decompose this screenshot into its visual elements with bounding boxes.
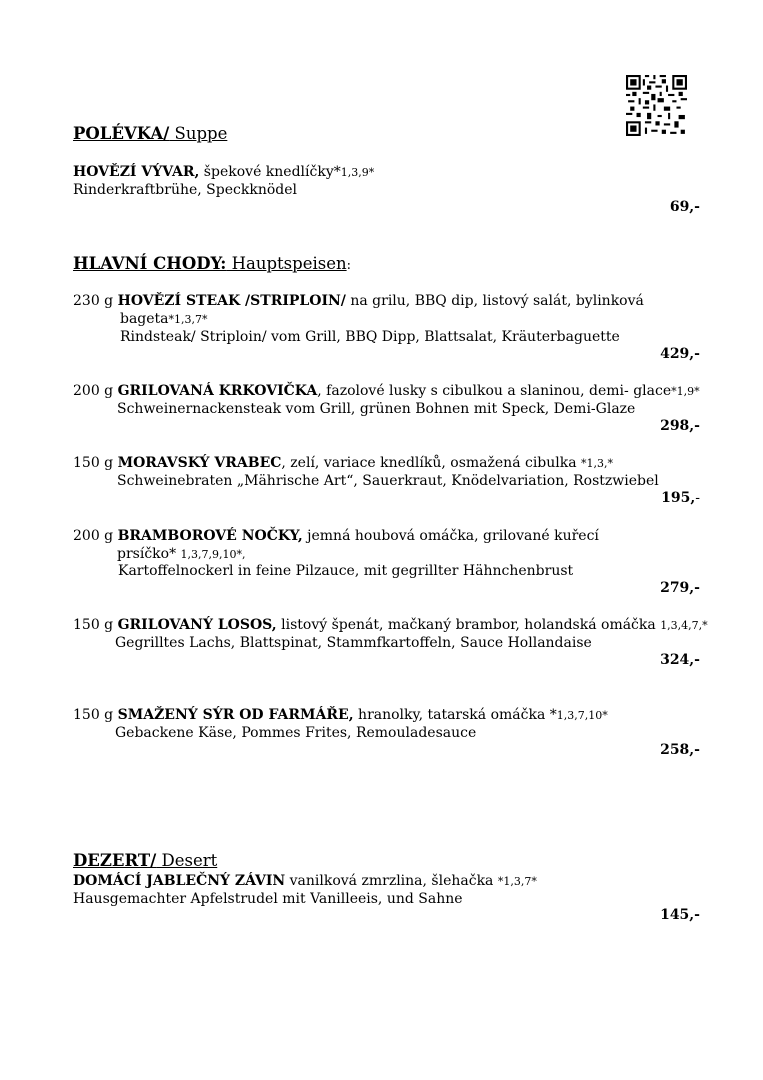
soup-heading-cz: POLÉVKA/	[73, 124, 170, 143]
menu-item-desc-2: prsíčko*	[117, 546, 181, 562]
menu-item-line	[73, 382, 700, 401]
menu-item-allergens: 1,3,4,7,*	[660, 619, 708, 632]
menu-item-de: Gebackene Käse, Pommes Frites, Remouladesauce	[115, 725, 477, 741]
menu-item-line	[73, 527, 599, 545]
main-section-heading	[73, 254, 351, 276]
menu-item-desc: na grilu, BBQ dip, listový salát, bylinková	[345, 293, 644, 309]
qr-code	[626, 75, 687, 136]
menu-item-qty: 200 g	[73, 383, 118, 399]
menu-item-name: BRAMBOROVÉ NOČKY,	[117, 528, 303, 544]
menu-item-price: 298,-	[660, 418, 700, 434]
main-heading-de: Hauptspeisen	[226, 254, 347, 273]
menu-item-price-main: 195,	[661, 490, 696, 506]
soup-item-allergens: 1,3,9*	[340, 166, 375, 179]
dessert-heading-de: Desert	[156, 851, 218, 870]
menu-item-desc: listový špenát, mačkaný brambor, holandská omáčka	[276, 617, 661, 633]
menu-item-desc: , fazolové lusky s cibulkou a slaninou, demi- glace	[317, 383, 672, 399]
menu-item-allergens: *1,9*	[671, 385, 700, 398]
menu-item-price: 324,-	[660, 652, 700, 668]
menu-item-price: 429,-	[660, 346, 700, 362]
soup-heading-de: Suppe	[169, 124, 228, 143]
dessert-item-de: Hausgemachter Apfelstrudel mit Vanilleeis, und Sahne	[73, 891, 463, 907]
soup-item-line	[73, 163, 374, 182]
soup-item-name: HOVĚZÍ VÝVAR,	[73, 164, 200, 180]
dessert-item-line	[73, 872, 537, 891]
menu-item-de: Rindsteak/ Striploin/ vom Grill, BBQ Dipp, Blattsalat, Kräuterbaguette	[120, 329, 620, 345]
main-heading-colon: :	[346, 258, 351, 273]
soup-item-de: Rinderkraftbrühe, Speckknödel	[73, 182, 297, 198]
menu-item-line-2	[120, 310, 208, 329]
menu-item-qty: 150 g	[73, 455, 118, 471]
menu-item-line	[73, 292, 644, 310]
menu-item-price: 279,-	[660, 580, 700, 596]
menu-item-de: Schweinernackensteak vom Grill, grünen Bohnen mit Speck, Demi-Glaze	[117, 401, 636, 417]
menu-item-de: Gegrilltes Lachs, Blattspinat, Stammfkartoffeln, Sauce Hollandaise	[115, 635, 592, 651]
menu-item-qty: 230 g	[73, 293, 118, 309]
menu-item-allergens: 1,3,7,10*	[556, 709, 608, 722]
menu-item-name: SMAŽENÝ SÝR OD FARMÁŘE,	[117, 707, 354, 723]
menu-item-name: HOVĚZÍ STEAK /STRIPLOIN/	[117, 293, 346, 309]
menu-item-name: GRILOVANÁ KRKOVIČKA	[117, 383, 318, 399]
dessert-heading-cz: DEZERT/	[73, 851, 157, 870]
menu-item-desc: hranolky, tatarská omáčka *	[353, 707, 557, 723]
menu-item-desc: jemná houbová omáčka, grilované kuřecí	[302, 528, 599, 544]
menu-item-allergens: *1,3,*	[581, 457, 614, 470]
menu-item-price: 258,-	[660, 742, 700, 758]
menu-item-name: GRILOVANÝ LOSOS,	[117, 617, 277, 633]
menu-item-qty: 200 g	[73, 528, 118, 544]
menu-item-price	[661, 490, 700, 506]
menu-item-allergens: *1,3,7*	[168, 313, 208, 326]
menu-item-line	[73, 706, 608, 725]
menu-item-line	[73, 454, 613, 473]
soup-section-heading	[73, 124, 227, 144]
menu-item-qty: 150 g	[73, 707, 118, 723]
menu-item-line	[73, 616, 708, 635]
dessert-item-price: 145,-	[660, 907, 700, 923]
menu-item-price-dash: -	[695, 490, 700, 506]
menu-item-de: Kartoffelnockerl in feine Pilzauce, mit gegrillter Hähnchenbrust	[118, 563, 574, 579]
dessert-item-desc: vanilková zmrzlina, šlehačka	[285, 873, 498, 889]
menu-item-de: Schweinebraten „Mährische Art“, Sauerkraut, Knödelvariation, Rostzwiebel	[117, 473, 659, 489]
menu-item-desc: , zelí, variace knedlíků, osmažená cibulka	[281, 455, 582, 471]
dessert-section-heading	[73, 851, 217, 871]
dessert-item-name: DOMÁCÍ JABLEČNÝ ZÁVIN	[73, 873, 286, 889]
menu-item-allergens: 1,3,7,9,10*,	[180, 548, 246, 561]
soup-item-price: 69,-	[669, 199, 700, 215]
soup-item-desc: špekové knedlíčky*	[199, 164, 341, 180]
menu-item-name: MORAVSKÝ VRABEC	[117, 455, 282, 471]
dessert-item-allergens: *1,3,7*	[497, 875, 537, 888]
main-heading-cz: HLAVNÍ CHODY:	[73, 254, 227, 273]
menu-item-qty: 150 g	[73, 617, 118, 633]
menu-item-desc-2: bageta	[120, 311, 169, 327]
